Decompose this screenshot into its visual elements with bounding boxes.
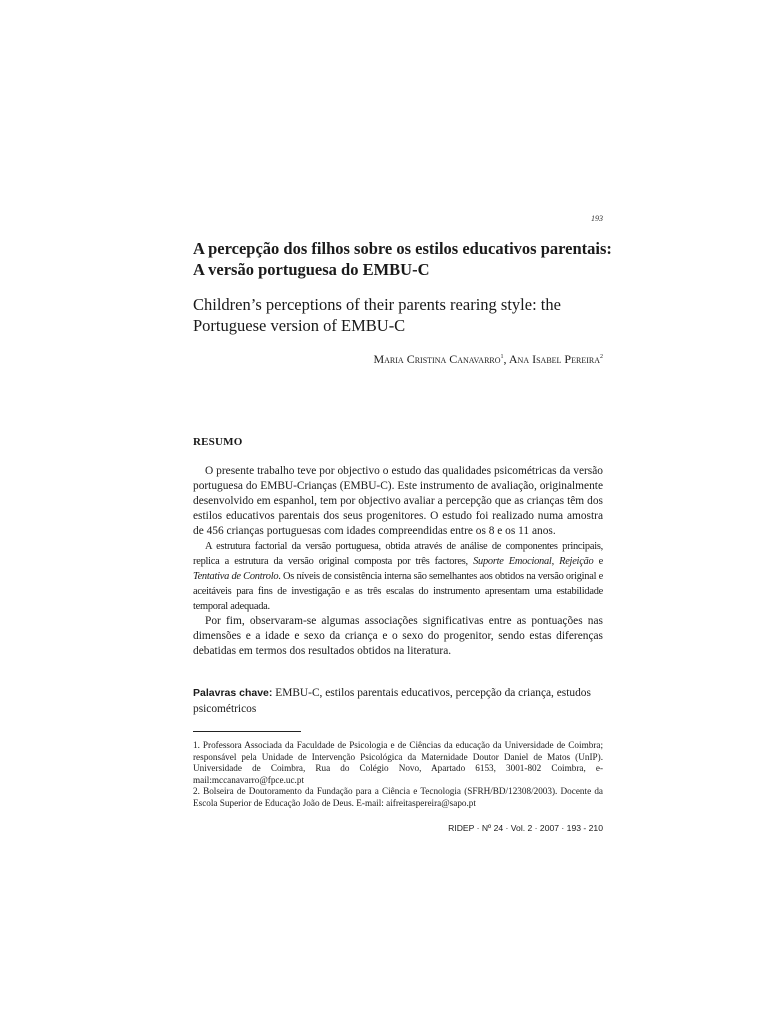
abstract-paragraph-3: Por fim, observaram-se algumas associações significativas entre as pontuações nas dimensões e a idade e sexo da criança e o sexo do progenitor, sendo estas diferenças debatidas em termos dos resultados obtidos na literatura. bbox=[193, 615, 603, 657]
page-number: 193 bbox=[591, 214, 603, 223]
author-name-1: Maria Cristina Canavarro bbox=[373, 352, 501, 366]
keywords bbox=[193, 685, 603, 717]
journal-citation-footer: RIDEP · Nº 24 · Vol. 2 · 2007 · 193 - 210 bbox=[448, 823, 603, 833]
footnote-separator-rule bbox=[193, 731, 301, 732]
footnote-2: 2. Bolseira de Doutoramento da Fundação para a Ciência e Tecnologia (SFRH/BD/12308/2003). Docente da Escola Superior de Educação João de Deus. E-mail: aifreitaspereira@sapo.pt bbox=[193, 786, 603, 808]
article-title-portuguese: A percepção dos filhos sobre os estilos educativos parentais: A versão portuguesa do EMBU-C bbox=[193, 239, 612, 279]
abstract-heading: RESUMO bbox=[193, 436, 243, 448]
author-list bbox=[193, 352, 603, 367]
factor-name-rejeicao: Rejeição bbox=[559, 556, 594, 567]
author-affiliation-marker-1: 1 bbox=[500, 354, 504, 360]
author-separator: , bbox=[503, 352, 509, 366]
author-affiliation-marker-2: 2 bbox=[600, 354, 603, 360]
factor-name-tentativa-de-controlo: Tentativa de Controlo bbox=[193, 571, 279, 582]
abstract-paragraph-2 bbox=[193, 539, 603, 614]
abstract-body bbox=[193, 464, 603, 659]
article-title-english: Children’s perceptions of their parents rearing style: the Portuguese version of EMBU-C bbox=[193, 295, 561, 335]
footnotes bbox=[193, 740, 603, 810]
abstract-p2-separator-2: e bbox=[593, 556, 603, 567]
keywords-text: EMBU-C, estilos parentais educativos, percepção da criança, estudos psicométricos bbox=[193, 687, 591, 715]
abstract-p2-text-start: A estrutura factorial da versão portuguesa, obtida através de análise de componentes principais, replica a estrutura da versão original composta por três factores, bbox=[193, 541, 603, 567]
factor-name-suporte-emocional: Suporte Emocional bbox=[473, 556, 552, 567]
abstract-p2-separator-1: , bbox=[551, 556, 560, 567]
abstract-paragraph-1: O presente trabalho teve por objectivo o estudo das qualidades psicométricas da versão portuguesa do EMBU-Crianças (EMBU-C). Este instrumento de avaliação, originalmente desenvolvido em espanhol, tem por objectivo avaliar a percepção que as crianças têm dos estilos educativos parentais dos seus progenitores. O estudo foi realizado numa amostra de 456 crianças portuguesas com idades compreendidas entre os 8 e os 11 anos. bbox=[193, 465, 603, 537]
author-name-2: Ana Isabel Pereira bbox=[508, 352, 600, 366]
abstract-p2-text-end: . Os níveis de consistência interna são semelhantes aos obtidos na versão original e aceitáveis para fins de investigação e as três escalas do instrumento apresentam uma estabilidade temporal adequada. bbox=[193, 571, 604, 612]
footnote-1: 1. Professora Associada da Faculdade de Psicologia e de Ciências da educação da Universidade de Coimbra; responsável pela Unidade de Intervenção Psicológica da Maternidade Doutor Daniel de Matos (UnIP). Universidade de Coimbra, Rua do Colégio Novo, Apartado 6153, 3001-802 Coimbra, e-mail:mccanavarro@fpce.uc.pt bbox=[193, 740, 603, 785]
keywords-label: Palavras chave: bbox=[193, 687, 273, 699]
